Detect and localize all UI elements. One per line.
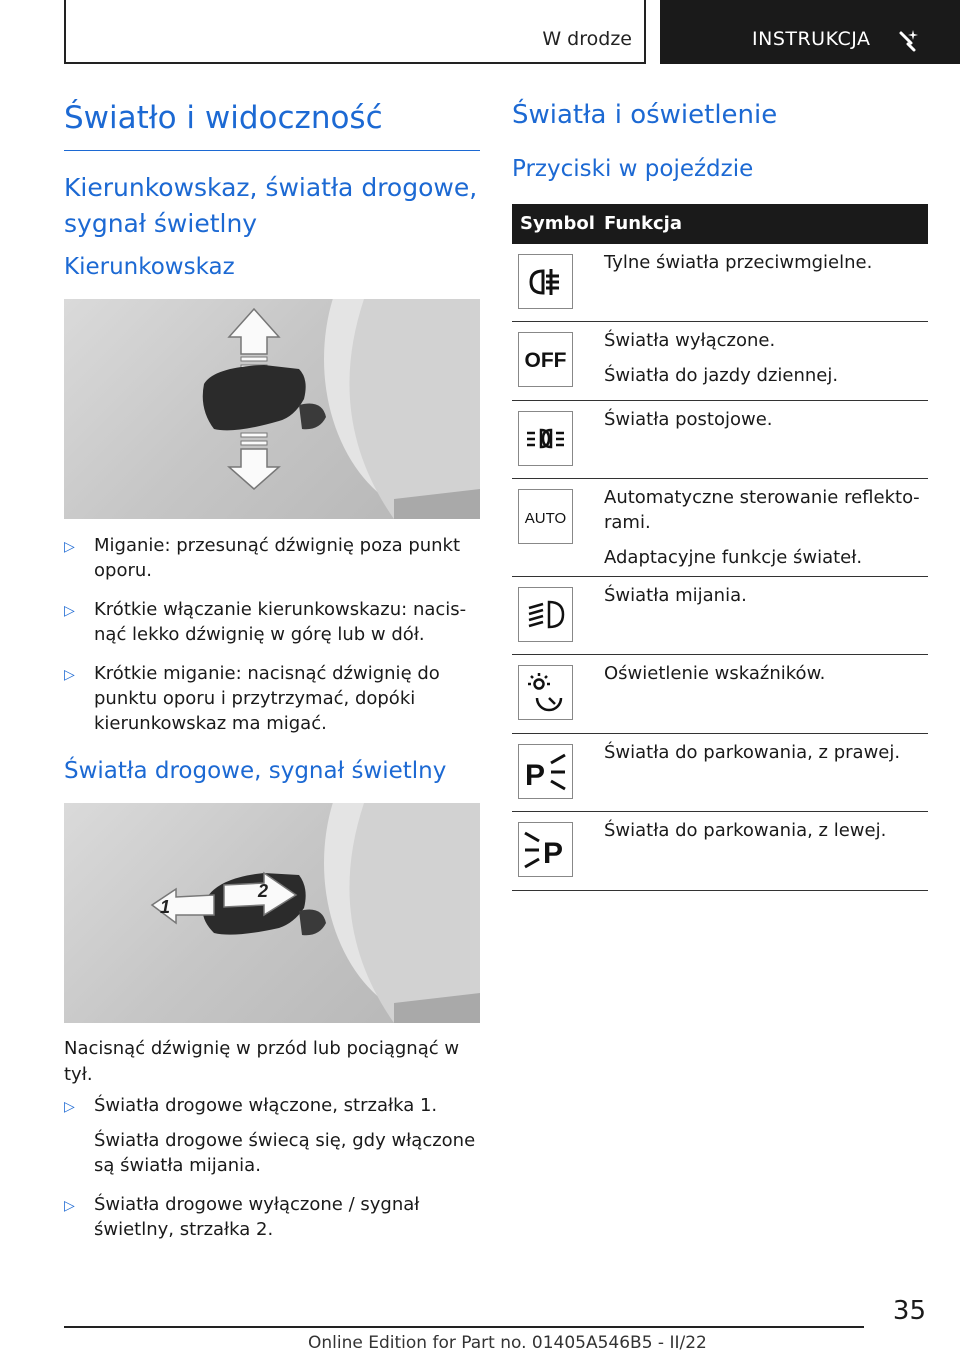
turn-signal-lever-photo: [64, 299, 480, 519]
table-row: P Światła do parkowania, z lewej.: [512, 812, 928, 891]
parking-lights-icon: [518, 411, 573, 466]
subsection-heading-high-beam: Światła drogowe, sygnał świetlny: [64, 758, 447, 784]
bullet-triangle-icon: ▷: [64, 539, 75, 555]
right-section-subtitle: Przyciski w pojeździe: [512, 156, 754, 182]
list-item: ▷ Krótkie miganie: nacisnąć dźwignię do punktu oporu i przytrzymać, dopóki kierunkowskaz ma migać.: [64, 663, 440, 734]
svg-text:P: P: [543, 837, 564, 870]
rear-fog-light-icon: [518, 254, 573, 309]
symbol-table: [512, 204, 928, 891]
table-row: P Światła do parkowania, z prawej.: [512, 734, 928, 812]
arrow-label-2: 2: [258, 881, 269, 901]
parking-light-right-icon: [518, 744, 573, 799]
footer-edition: Online Edition for Part no. 01405A546B5 - II/22: [308, 1333, 707, 1353]
low-beam-icon: [518, 587, 573, 642]
right-section-title: Światła i oświetlenie: [512, 100, 778, 130]
bullet-triangle-icon: ▷: [64, 667, 75, 683]
subsection-heading-turn-signal: Kierunkowskaz: [64, 254, 235, 280]
high-beam-paragraph: Nacisnąć dźwignię w przód lub pociągnąć w tył.: [64, 1038, 460, 1085]
svg-text:AUTO: AUTO: [524, 510, 567, 527]
header-section-label: W drodze: [542, 28, 632, 50]
bullet-triangle-icon: ▷: [64, 1099, 75, 1115]
svg-text:P: P: [525, 759, 546, 792]
column-header-symbol: Symbol: [520, 213, 595, 234]
page-number: 35: [892, 1296, 926, 1326]
wrench-sparkle-icon: [896, 28, 920, 52]
footer-divider: [64, 1326, 864, 1328]
list-item: ▷ Światła drogowe włączone, strzałka 1. Światła drogowe świecą się, gdy włączone są światła mijania.: [64, 1095, 476, 1176]
svg-text:OFF: OFF: [524, 349, 567, 372]
bullet-triangle-icon: ▷: [64, 1198, 75, 1214]
header-section-tab: [64, 0, 646, 64]
off-icon: [518, 332, 573, 387]
list-item: ▷ Miganie: przesunąć dźwignię poza punkt oporu.: [64, 535, 461, 581]
table-row: OFF Światła wyłączone. Światła do jazdy dziennej.: [512, 322, 928, 401]
bullet-triangle-icon: ▷: [64, 603, 75, 619]
list-item: ▷ Światła drogowe wyłączone / sygnał świetlny, strzałka 2.: [64, 1194, 420, 1240]
parking-light-left-icon: [518, 822, 573, 877]
column-header-function: Funkcja: [604, 213, 682, 234]
auto-icon: [518, 489, 573, 544]
header-chapter-label: INSTRUKCJA: [752, 28, 871, 50]
turn-signal-bullet-list: [64, 533, 480, 750]
table-row: Światła postojowe.: [512, 401, 928, 479]
table-row: Światła mijania.: [512, 577, 928, 655]
table-row: AUTO Automatyczne sterowanie reflektorami. Adaptacyjne funkcje świateł.: [512, 479, 928, 577]
page-title: Światło i widoczność: [64, 100, 480, 151]
arrow-label-1: 1: [160, 897, 171, 917]
list-item: ▷ Krótkie włączanie kierunkowskazu: nacisnąć lekko dźwignię w górę lub w dół.: [64, 599, 467, 645]
instrument-lighting-icon: [518, 665, 573, 720]
high-beam-lever-photo: [64, 803, 480, 1023]
table-header: [512, 204, 928, 244]
table-row: Tylne światła przeciwmgielne.: [512, 244, 928, 322]
table-row: Oświetlenie wskaźników.: [512, 655, 928, 734]
section-heading: Kierunkowskaz, światła drogowe, sygnał świetlny: [64, 173, 478, 238]
header-chapter-tab: [660, 0, 960, 64]
high-beam-bullet-list: [64, 1093, 480, 1256]
